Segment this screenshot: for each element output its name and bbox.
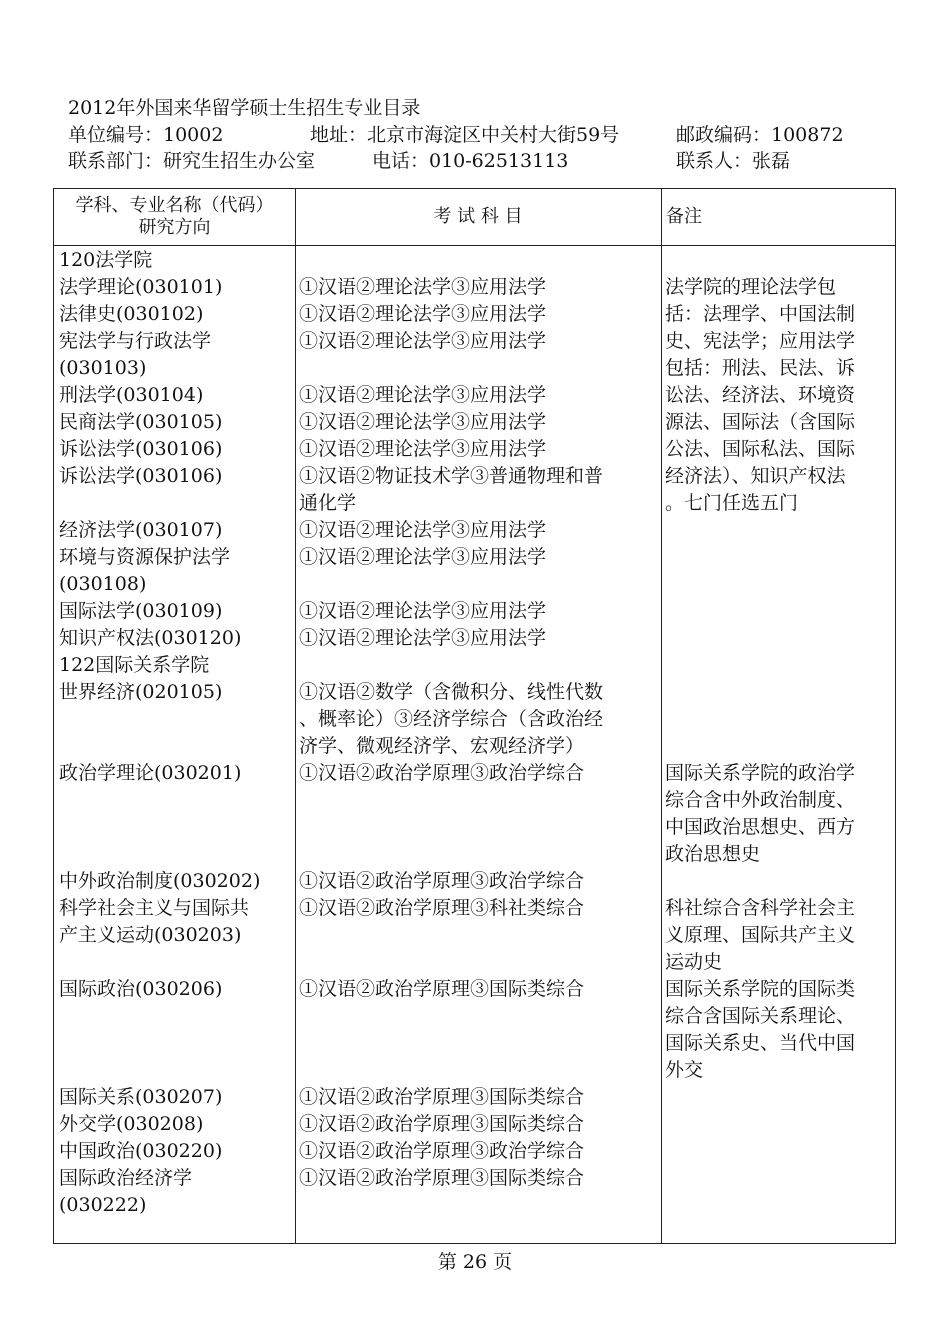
program-table — [53, 188, 896, 1244]
exam-subject-line: ①汉语②数学（含微积分、线性代数 — [299, 681, 604, 703]
subject-line: 环境与资源保护法学 — [59, 546, 231, 568]
note-line — [665, 868, 895, 895]
subject-line — [59, 733, 293, 760]
exam-subject-line — [299, 652, 659, 679]
note-line — [665, 733, 895, 760]
document-title: 2012年外国来华留学硕士生招生专业目录 — [68, 97, 421, 119]
exam-subject-line: 济学、微观经济学、宏观经济学） — [299, 735, 585, 757]
note-line — [665, 571, 895, 598]
subject-line: 外交学(030208) — [59, 1113, 204, 1135]
column-header-notes: 备注 — [666, 206, 702, 227]
note-line — [665, 517, 895, 544]
exam-subject-line — [299, 571, 659, 598]
note-line — [665, 1111, 895, 1138]
note-line: 国际关系学院的国际类 — [665, 978, 856, 1000]
header-divider — [54, 245, 895, 246]
note-line: 外交 — [665, 1059, 704, 1081]
phone: 电话：010-62513113 — [372, 150, 569, 172]
exam-subject-line: ①汉语②政治学原理③国际类综合 — [299, 1167, 585, 1189]
note-line — [665, 625, 895, 652]
exam-subject-line — [299, 814, 659, 841]
contact-department: 联系部门：研究生招生办公室 — [68, 150, 316, 172]
note-line — [665, 1192, 895, 1219]
column-divider — [295, 189, 296, 1243]
exam-subject-line — [299, 1057, 659, 1084]
exam-subject-line: ①汉语②政治学原理③国际类综合 — [299, 1113, 585, 1135]
exam-subject-line — [299, 355, 659, 382]
subject-line — [59, 1003, 293, 1030]
subject-line: 政治学理论(030201) — [59, 762, 242, 784]
exam-subject-line: ①汉语②政治学原理③科社类综合 — [299, 897, 585, 919]
note-line: 。七门任选五门 — [665, 492, 799, 514]
exam-subject-line: ①汉语②政治学原理③国际类综合 — [299, 978, 585, 1000]
exam-subject-line — [299, 1030, 659, 1057]
note-line: 政治思想史 — [665, 843, 761, 865]
header-row-2 — [68, 149, 948, 173]
postal-code: 邮政编码：100872 — [676, 124, 844, 146]
column-notes — [665, 247, 895, 1219]
note-line: 括：法理学、中国法制 — [665, 303, 856, 325]
note-line: 综合含国际关系理论、 — [665, 1005, 856, 1027]
exam-subject-line: ①汉语②理论法学③应用法学 — [299, 438, 547, 460]
subject-line: (030103) — [59, 357, 147, 379]
subject-line: 国际政治经济学 — [59, 1167, 193, 1189]
note-line — [665, 1084, 895, 1111]
subject-line: (030222) — [59, 1194, 147, 1216]
contact-person: 联系人：张磊 — [676, 150, 791, 172]
exam-subject-line: 通化学 — [299, 492, 357, 514]
subject-line: 诉讼法学(030106) — [59, 438, 223, 460]
unit-code: 单位编号：10002 — [68, 124, 224, 146]
subject-line — [59, 949, 293, 976]
subject-line: 产主义运动(030203) — [59, 924, 242, 946]
note-line — [665, 1138, 895, 1165]
subject-line — [59, 814, 293, 841]
address: 地址：北京市海淀区中关村大街59号 — [310, 124, 620, 146]
exam-subject-line: ①汉语②理论法学③应用法学 — [299, 330, 547, 352]
subject-line: 经济法学(030107) — [59, 519, 223, 541]
note-line: 法学院的理论法学包 — [665, 276, 837, 298]
note-line: 运动史 — [665, 951, 723, 973]
exam-subject-line — [299, 1192, 659, 1219]
exam-subject-line: ①汉语②理论法学③应用法学 — [299, 627, 547, 649]
exam-subject-line — [299, 787, 659, 814]
exam-subject-line: ①汉语②政治学原理③政治学综合 — [299, 762, 585, 784]
exam-subject-line: ①汉语②理论法学③应用法学 — [299, 384, 547, 406]
exam-subject-line: 、概率论）③经济学综合（含政治经 — [299, 708, 604, 730]
note-line: 科社综合含科学社会主 — [665, 897, 856, 919]
subject-line — [59, 787, 293, 814]
note-line: 公法、国际私法、国际 — [665, 438, 856, 460]
subject-line: 中外政治制度(030202) — [59, 870, 261, 892]
note-line — [665, 544, 895, 571]
subject-line: 中国政治(030220) — [59, 1140, 223, 1162]
note-line — [665, 652, 895, 679]
exam-subject-line: ①汉语②理论法学③应用法学 — [299, 303, 547, 325]
note-line: 义原理、国际共产主义 — [665, 924, 856, 946]
column-subject — [59, 247, 293, 1219]
note-line — [665, 598, 895, 625]
note-line — [665, 706, 895, 733]
column-exam-subjects — [299, 247, 659, 1219]
subject-line: 刑法学(030104) — [59, 384, 204, 406]
exam-subject-line: ①汉语②政治学原理③政治学综合 — [299, 1140, 585, 1162]
subject-line: 科学社会主义与国际共 — [59, 897, 250, 919]
note-line: 经济法）、知识产权法 — [665, 465, 846, 487]
subject-line: 诉讼法学(030106) — [59, 465, 223, 487]
subject-line — [59, 841, 293, 868]
exam-subject-line: ①汉语②理论法学③应用法学 — [299, 519, 547, 541]
subject-line: 国际政治(030206) — [59, 978, 223, 1000]
subject-line: 120法学院 — [59, 249, 153, 271]
note-line: 讼法、经济法、环境资 — [665, 384, 856, 406]
note-line: 中国政治思想史、西方 — [665, 816, 856, 838]
column-header-subject: 学科、专业名称（代码） 研究方向 — [75, 195, 274, 238]
header-row-1 — [68, 123, 948, 147]
subject-line: 宪法学与行政法学 — [59, 330, 212, 352]
subject-line: 法学理论(030101) — [59, 276, 223, 298]
subject-line: 122国际关系学院 — [59, 654, 210, 676]
exam-subject-line — [299, 1003, 659, 1030]
note-line: 国际关系史、当代中国 — [665, 1032, 856, 1054]
exam-subject-line: ①汉语②物证技术学③普通物理和普 — [299, 465, 604, 487]
exam-subject-line — [299, 247, 659, 274]
note-line: 综合含中外政治制度、 — [665, 789, 856, 811]
note-line: 史、宪法学；应用法学 — [665, 330, 856, 352]
exam-subject-line — [299, 949, 659, 976]
subject-line: 世界经济(020105) — [59, 681, 223, 703]
subject-line — [59, 706, 293, 733]
subject-line: 国际法学(030109) — [59, 600, 223, 622]
exam-subject-line — [299, 922, 659, 949]
note-line: 包括：刑法、民法、诉 — [665, 357, 856, 379]
subject-line: 法律史(030102) — [59, 303, 204, 325]
subject-line — [59, 1030, 293, 1057]
subject-line: (030108) — [59, 573, 147, 595]
exam-subject-line: ①汉语②理论法学③应用法学 — [299, 600, 547, 622]
exam-subject-line: ①汉语②理论法学③应用法学 — [299, 546, 547, 568]
note-line: 源法、国际法（含国际 — [665, 411, 856, 433]
exam-subject-line: ①汉语②政治学原理③国际类综合 — [299, 1086, 585, 1108]
note-line — [665, 679, 895, 706]
column-divider — [661, 189, 662, 1243]
exam-subject-line: ①汉语②理论法学③应用法学 — [299, 276, 547, 298]
subject-line — [59, 490, 293, 517]
subject-line: 知识产权法(030120) — [59, 627, 242, 649]
note-line — [665, 1165, 895, 1192]
subject-line: 国际关系(030207) — [59, 1086, 223, 1108]
exam-subject-line — [299, 841, 659, 868]
exam-subject-line: ①汉语②政治学原理③政治学综合 — [299, 870, 585, 892]
note-line — [665, 247, 895, 274]
subject-line: 民商法学(030105) — [59, 411, 223, 433]
page-number: 第 26 页 — [437, 1251, 513, 1273]
note-line: 国际关系学院的政治学 — [665, 762, 856, 784]
exam-subject-line: ①汉语②理论法学③应用法学 — [299, 411, 547, 433]
column-header-exam: 考 试 科 目 — [433, 206, 523, 227]
subject-line — [59, 1057, 293, 1084]
